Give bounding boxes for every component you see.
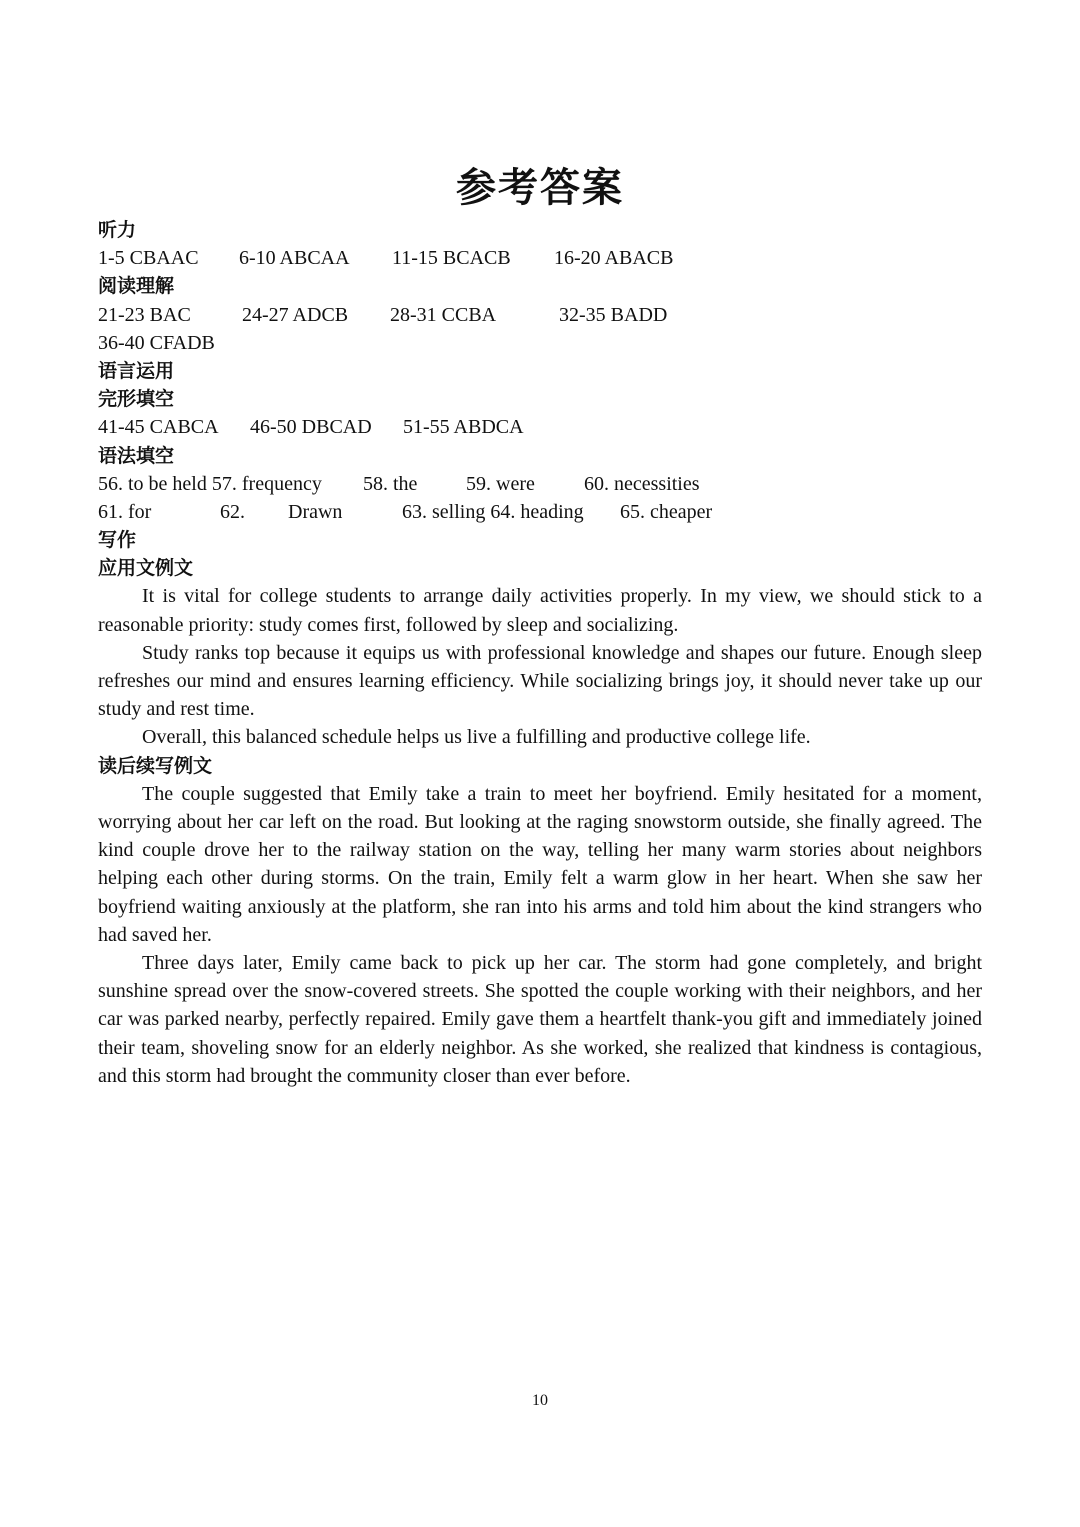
answer-group: 51-55 ABDCA bbox=[403, 416, 524, 439]
section-heading-reading: 阅读理解 bbox=[98, 275, 175, 298]
answer-group: 62. bbox=[220, 500, 245, 523]
section-heading-continuation-writing: 读后续写例文 bbox=[98, 754, 213, 777]
answer-group: 46-50 DBCAD bbox=[250, 416, 372, 439]
essay-paragraph: Study ranks top because it equips us with professional knowledge and shapes our future. Enough sleep refreshes our mind and ensures learning efficiency. While socializing brings joy, it should never take up our study and rest time. bbox=[98, 641, 982, 721]
answer-group: 11-15 BCACB bbox=[392, 247, 511, 270]
answer-group: 21-23 BAC bbox=[98, 303, 191, 326]
section-heading-language-use: 语言运用 bbox=[98, 359, 175, 382]
answer-group: 61. for bbox=[98, 500, 152, 523]
answer-group: 24-27 ADCB bbox=[242, 303, 349, 326]
answer-group: 16-20 ABACB bbox=[554, 247, 674, 270]
section-heading-cloze: 完形填空 bbox=[98, 388, 175, 411]
section-heading-grammar: 语法填空 bbox=[98, 444, 175, 467]
grammar-answers-row bbox=[98, 470, 982, 498]
answer-group: 36-40 CFADB bbox=[98, 331, 215, 354]
essay-paragraph: Overall, this balanced schedule helps us live a fulfilling and productive college life. bbox=[142, 726, 811, 749]
section-heading-writing: 写作 bbox=[98, 529, 137, 552]
listening-answers-row bbox=[98, 244, 982, 272]
answer-group: 65. cheaper bbox=[620, 500, 713, 523]
answer-group: 56. to be held 57. frequency bbox=[98, 472, 322, 495]
section-heading-listening: 听力 bbox=[98, 219, 137, 241]
page-title: 参考答案 bbox=[456, 165, 624, 210]
answer-key-content bbox=[98, 216, 982, 1090]
essay-paragraph: Three days later, Emily came back to pick up her car. The storm had gone completely, and bright sunshine spread over the snow-covered streets. She spotted the couple working with their neighbors, and her car was parked nearby, perfectly repaired. Emily gave them a heartfelt thank-you gift and immediately joined their team, shoveling snow for an elderly neighbor. As she worked, she realized that kindness is contagious, and this storm had brought the community closer than ever before. bbox=[98, 952, 982, 1087]
answer-group: 41-45 CABCA bbox=[98, 416, 219, 439]
section-heading-practical-writing: 应用文例文 bbox=[98, 557, 194, 580]
answer-group: 1-5 CBAAC bbox=[98, 247, 199, 270]
grammar-answers-row bbox=[98, 498, 982, 526]
page-number: 10 bbox=[532, 1392, 548, 1409]
answer-group: 28-31 CCBA bbox=[390, 303, 497, 326]
answer-group: 32-35 BADD bbox=[559, 303, 668, 326]
answer-group: 6-10 ABCAA bbox=[239, 247, 350, 270]
answer-group: 58. the bbox=[363, 472, 418, 495]
reading-answers-row bbox=[98, 329, 982, 357]
answer-group: 63. selling 64. heading bbox=[402, 500, 584, 523]
answer-group: Drawn bbox=[288, 500, 343, 523]
cloze-answers-row bbox=[98, 413, 982, 441]
essay-paragraph: The couple suggested that Emily take a train to meet her boyfriend. Emily hesitated for a moment, worrying about her car left on the road. But looking at the raging snowstorm outside, she finally agreed. The kind couple drove her to the railway station on the way, telling her many warm stories about neighbors helping each other during storms. On the train, Emily felt a warm glow in her heart. When she saw her boyfriend waiting anxiously at the platform, she ran into his arms and told him about the kind strangers who had saved her. bbox=[98, 782, 982, 946]
reading-answers-row bbox=[98, 301, 982, 329]
answer-group: 60. necessities bbox=[584, 472, 700, 495]
essay-paragraph: It is vital for college students to arrange daily activities properly. In my view, we should stick to a reasonable priority: study comes first, followed by sleep and socializing. bbox=[98, 585, 982, 636]
answer-group: 59. were bbox=[466, 472, 535, 495]
